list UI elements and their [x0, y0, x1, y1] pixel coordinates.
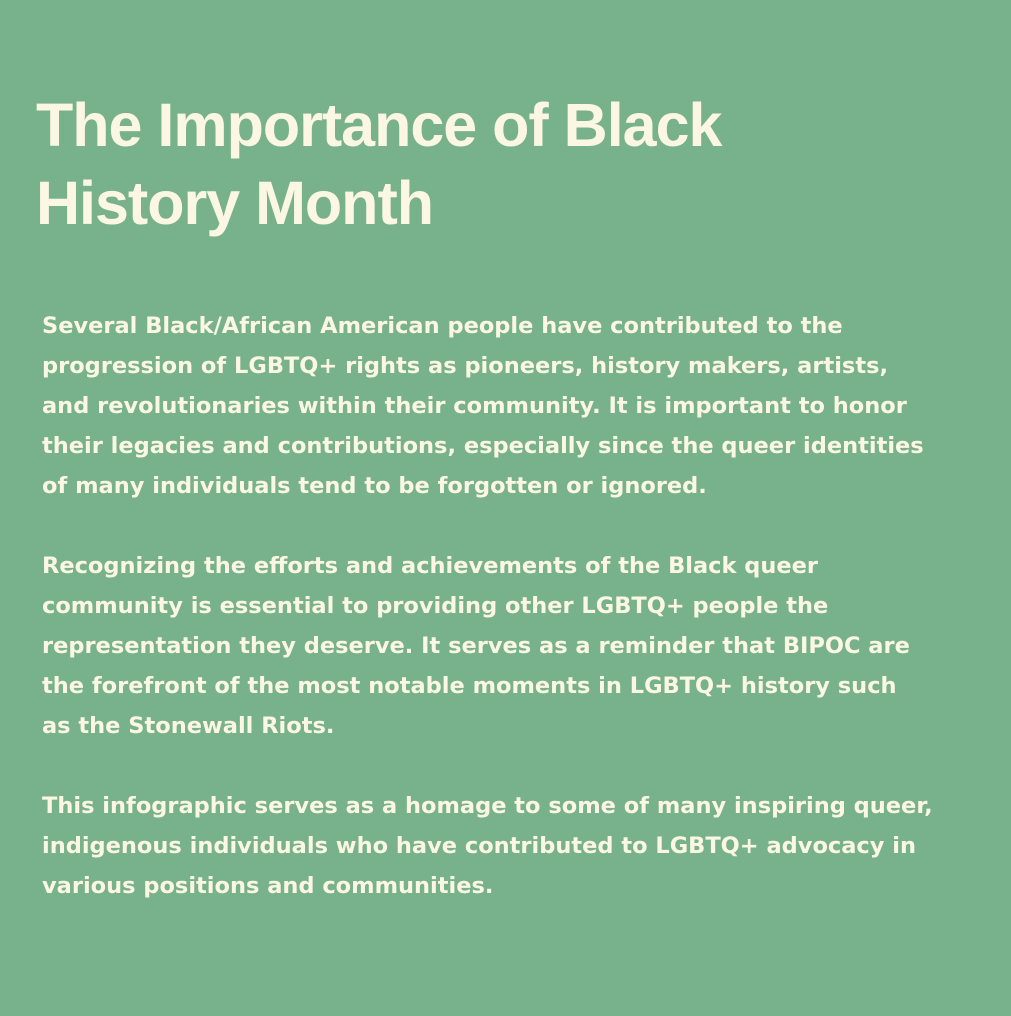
- title-line: History Month: [36, 169, 434, 237]
- text-line: of many individuals tend to be forgotten or ignored.: [42, 473, 707, 499]
- paragraph-recognition: [42, 546, 992, 746]
- title-line: The Importance of Black: [36, 91, 722, 159]
- text-line: indigenous individuals who have contributed to LGBTQ+ advocacy in: [42, 833, 916, 859]
- text-line: Recognizing the efforts and achievements of the Black queer: [42, 553, 819, 579]
- paragraph-homage: [42, 786, 992, 906]
- page-title: [36, 86, 976, 242]
- text-line: representation they deserve. It serves as a reminder that BIPOC are: [42, 633, 910, 659]
- paragraph-intro: [42, 306, 992, 506]
- text-line: as the Stonewall Riots.: [42, 713, 335, 739]
- text-line: various positions and communities.: [42, 873, 494, 899]
- text-line: their legacies and contributions, especially since the queer identities: [42, 433, 924, 459]
- text-line: Several Black/African American people have contributed to the: [42, 313, 843, 339]
- text-line: community is essential to providing other LGBTQ+ people the: [42, 593, 829, 619]
- text-line: progression of LGBTQ+ rights as pioneers, history makers, artists,: [42, 353, 889, 379]
- text-line: This infographic serves as a homage to some of many inspiring queer,: [42, 793, 933, 819]
- text-line: the forefront of the most notable moments in LGBTQ+ history such: [42, 673, 897, 699]
- body-text: [42, 306, 992, 946]
- text-line: and revolutionaries within their community. It is important to honor: [42, 393, 907, 419]
